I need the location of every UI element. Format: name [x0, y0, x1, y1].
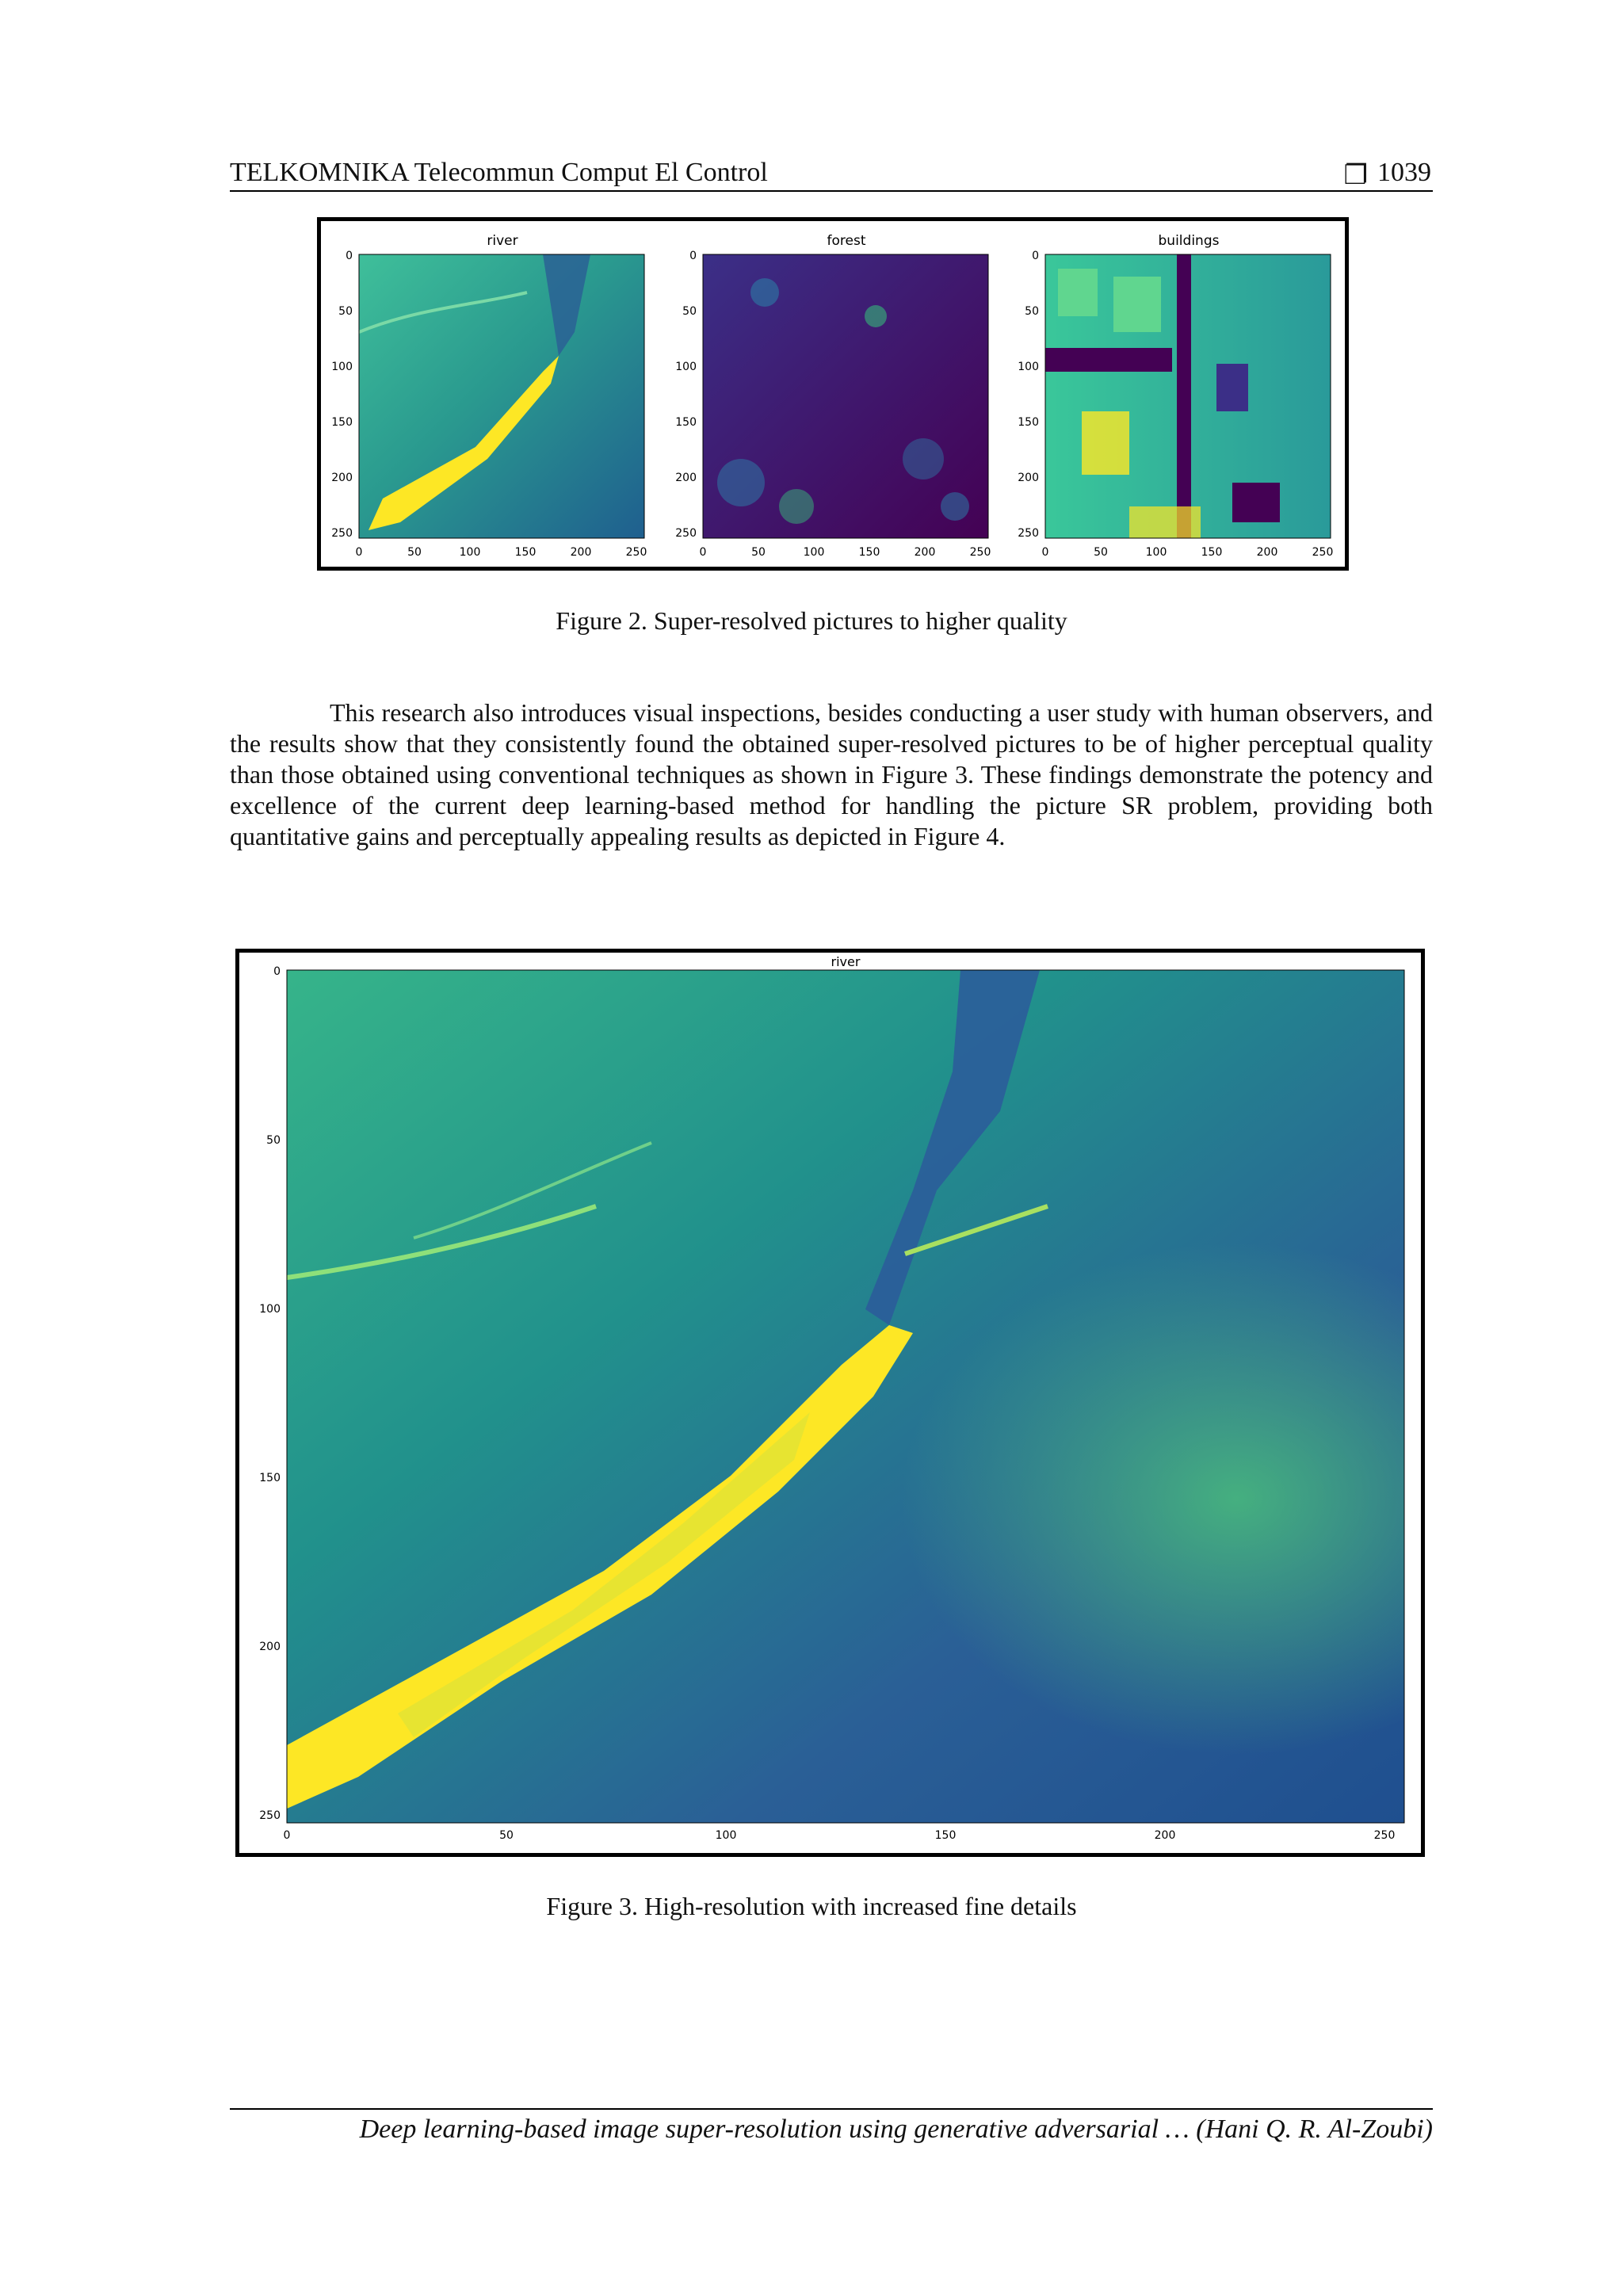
- x-tick: 100: [1145, 546, 1167, 559]
- body-paragraph: This research also introduces visual inspections, besides conducting a user study with human observers, and the results show that they consistently found the obtained super-resolved pictures to be of higher perceptual quality than those obtained using conventional techniques as shown in Figure 3. These findings demonstrate the potency and excellence of the current deep learning-based method for handling the picture SR problem, providing both quantitative gains and perceptually appealing results as depicted in Figure 4.: [230, 698, 1433, 850]
- y-tick: 50: [682, 305, 697, 318]
- panel-title: forest: [827, 233, 866, 249]
- x-tick: 50: [407, 546, 422, 559]
- checkbox-icon: ❐: [1343, 161, 1368, 190]
- y-tick: 0: [346, 250, 353, 262]
- figure-3: [235, 949, 1425, 1857]
- y-tick: 100: [1018, 361, 1039, 373]
- panel-forest: [675, 233, 991, 559]
- x-tick: 150: [1201, 546, 1223, 559]
- x-tick: 200: [1154, 1829, 1176, 1842]
- y-tick: 200: [675, 472, 697, 484]
- x-tick: 50: [751, 546, 766, 559]
- x-tick: 200: [1256, 546, 1278, 559]
- y-tick: 100: [259, 1303, 281, 1316]
- y-tick: 200: [331, 472, 353, 484]
- y-axis: [331, 250, 353, 540]
- y-axis: [1018, 250, 1039, 540]
- panel-title: river: [487, 233, 518, 249]
- y-tick: 50: [266, 1134, 281, 1147]
- y-tick: 0: [1032, 250, 1039, 262]
- x-tick: 250: [1373, 1829, 1396, 1842]
- x-tick: 150: [934, 1829, 957, 1842]
- y-tick: 100: [675, 361, 697, 373]
- y-tick: 150: [675, 416, 697, 429]
- x-tick: 0: [283, 1829, 291, 1842]
- x-axis: [700, 546, 991, 559]
- panel-river: [331, 233, 647, 559]
- y-tick: 100: [331, 361, 353, 373]
- x-tick: 100: [459, 546, 481, 559]
- plot-title: river: [831, 954, 861, 969]
- x-tick: 250: [625, 546, 647, 559]
- panel-buildings: [1018, 233, 1333, 559]
- panel-title: buildings: [1158, 233, 1220, 249]
- x-tick: 200: [914, 546, 936, 559]
- y-tick: 0: [689, 250, 697, 262]
- x-tick: 0: [1041, 546, 1049, 559]
- y-tick: 150: [1018, 416, 1039, 429]
- y-tick: 150: [259, 1472, 281, 1484]
- y-tick: 200: [1018, 472, 1039, 484]
- y-tick: 150: [331, 416, 353, 429]
- figure-2: [317, 217, 1349, 571]
- y-axis: [675, 250, 697, 540]
- figure-3-image: [239, 953, 1421, 1853]
- x-tick: 0: [355, 546, 363, 559]
- x-tick: 150: [858, 546, 880, 559]
- header-rule: [230, 190, 1433, 192]
- figure-2-caption: Figure 2. Super-resolved pictures to higher quality: [556, 606, 1067, 635]
- x-tick: 150: [514, 546, 537, 559]
- x-axis: [356, 546, 647, 559]
- x-tick: 100: [803, 546, 825, 559]
- x-axis: [1042, 546, 1334, 559]
- page-number: 1039: [1377, 158, 1431, 187]
- y-axis: [259, 965, 281, 1822]
- x-tick: 200: [570, 546, 592, 559]
- footer-rule: [230, 2108, 1433, 2110]
- y-tick: 250: [331, 527, 353, 540]
- page-header: [230, 153, 1433, 191]
- x-tick: 50: [1094, 546, 1108, 559]
- x-tick: 50: [499, 1829, 514, 1842]
- x-tick: 250: [969, 546, 991, 559]
- y-tick: 50: [338, 305, 353, 318]
- footer-text: Deep learning-based image super-resolution using generative adversarial … (Hani Q. R. Al-Zoubi): [359, 2115, 1433, 2144]
- x-tick: 100: [715, 1829, 737, 1842]
- y-tick: 0: [273, 965, 281, 978]
- x-tick: 250: [1312, 546, 1334, 559]
- x-tick: 0: [699, 546, 707, 559]
- y-tick: 200: [259, 1641, 281, 1653]
- y-tick: 250: [1018, 527, 1039, 540]
- figure-3-caption: Figure 3. High-resolution with increased fine details: [546, 1892, 1077, 1920]
- y-tick: 50: [1025, 305, 1039, 318]
- figure-2-panels: [321, 221, 1345, 567]
- y-tick: 250: [675, 527, 697, 540]
- y-tick: 250: [259, 1809, 281, 1822]
- journal-title: TELKOMNIKA Telecommun Comput El Control: [230, 158, 768, 187]
- x-axis: [284, 1829, 1396, 1842]
